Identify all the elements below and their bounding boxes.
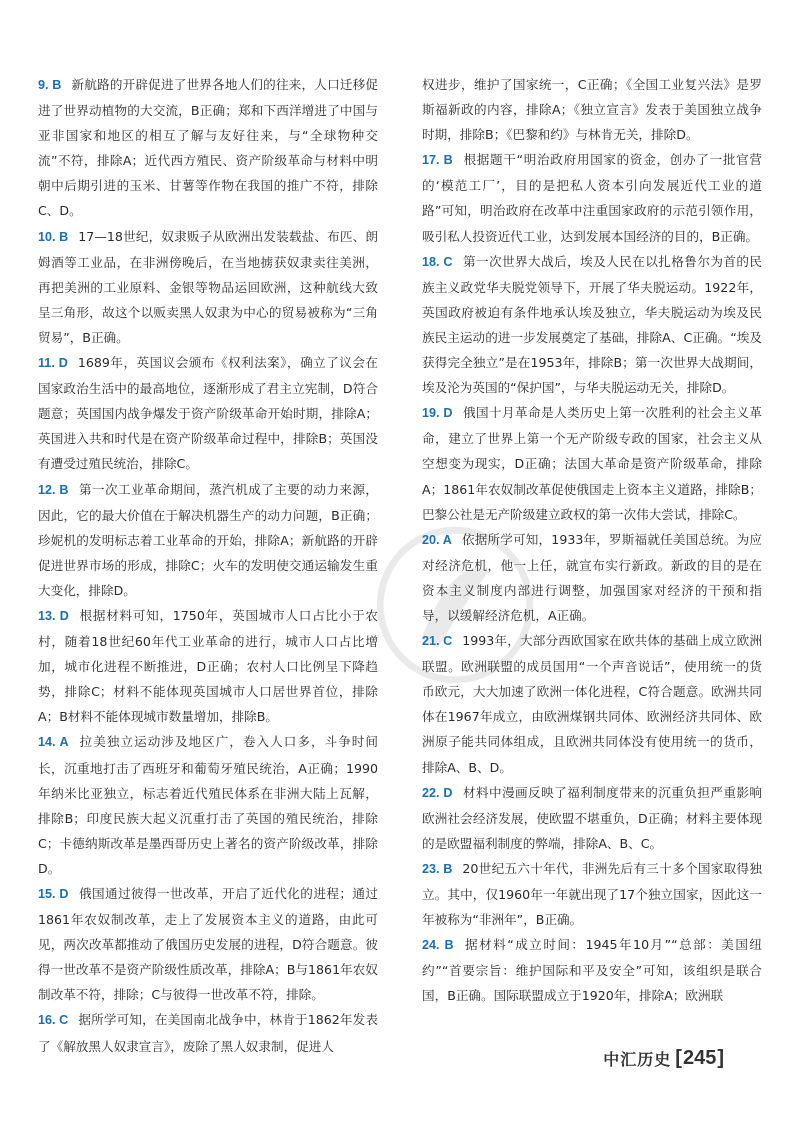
answer-explanation: 根据题干“明治政府用国家的资金，创办了一批官营的‘模范工厂’，目的是把私人资本引向发展近代工业的道路”可知，明治政府在改革中注重国家政府的示范引领作用，吸引私人投资近代工业，达到发展本国经济的目的，B正确。 <box>422 152 762 244</box>
answer-item-10 <box>38 224 378 350</box>
answer-number: 21. C <box>422 634 453 649</box>
answer-number: 13. D <box>38 608 69 623</box>
answer-item-11 <box>38 350 378 476</box>
answer-number: 20. A <box>422 532 452 547</box>
footer-series-title: 中汇历史 <box>603 1050 672 1069</box>
answer-number: 16. C <box>38 1013 69 1028</box>
answer-number: 18. C <box>422 254 453 269</box>
answer-item-13 <box>38 603 378 729</box>
answer-item-20 <box>422 527 762 628</box>
answer-explanation: 新航路的开辟促进了世界各地人们的往来，人口迁移促进了世界动植物的大交流，B正确；郑和下西洋增进了中国与亚非国家和地区的相互了解与友好往来，与“全球物种交流”不符，排除A；近代西方殖民、资产阶级革命与材料中明朝中后期引进的玉米、甘薯等作物在我国的推广不符，排除C、D。 <box>38 77 379 219</box>
answer-explanation: 1689年，英国议会颁布《权利法案》，确立了议会在国家政治生活中的最高地位，逐渐形成了君主立宪制，D符合题意；英国国内战争爆发于资产阶级革命开始时期，排除A；英国进入共和时代是在资产阶级革命过程中，排除B；英国没有遭受过殖民统治，排除C。 <box>38 355 378 472</box>
right-column <box>422 72 762 1008</box>
answer-number: 14. A <box>38 735 69 750</box>
answer-explanation: 俄国通过彼得一世改革，开启了近代化的进程；通过1861年农奴制改革，走上了发展资本主义的道路，由此可见，两次改革都推动了俄国历史发展的进程，D符合题意。彼得一世改革不是资产阶级性质改革，排除A；B与1861年农奴制改革不符，排除；C与彼得一世改革不符，排除。 <box>38 886 378 1003</box>
answer-item-15 <box>38 881 378 1007</box>
page-number: [ 245 ] <box>675 1047 724 1070</box>
answer-item-16 <box>38 1007 378 1058</box>
answer-explanation: 拉美独立运动涉及地区广，卷入人口多，斗争时间长，沉重地打击了西班牙和葡萄牙殖民统治，A正确；1990年纳米比亚独立，标志着近代殖民体系在非洲大陆上瓦解，排除B；印度民族大起义沉重打击了英国的殖民统治，排除C；卡德纳斯改革是墨西哥历史上著名的资产阶级改革，排除D。 <box>38 734 379 876</box>
answer-explanation: 1993年，大部分西欧国家在欧共体的基础上成立欧洲联盟。欧洲联盟的成员国用“一个声音说话”，使用统一的货币欧元，大大加速了欧洲一体化进程，C符合题意。欧洲共同体在1967年成立，由欧洲煤钢共同体、欧洲经济共同体、欧洲原子能共同体组成，且欧洲共同体没有使用统一的货币，排除A、B、D。 <box>422 633 762 775</box>
answer-number: 17. B <box>422 153 453 168</box>
answer-item-24 <box>422 932 762 1008</box>
answer-item-9 <box>38 72 378 224</box>
answer-explanation: 据材料“成立时间：1945年10月”“总部：美国纽约”“首要宗旨：维护国际和平及安全”可知，该组织是联合国，B正确。国际联盟成立于1920年，排除A；欧洲联 <box>422 937 762 1004</box>
answer-item-12 <box>38 477 378 603</box>
answer-item-18 <box>422 249 762 401</box>
answer-explanation: 20世纪五六十年代，非洲先后有三十多个国家取得独立。其中，仅1960年一年就出现了17个独立国家，因此这一年被称为“非洲年”，B正确。 <box>422 860 762 928</box>
answer-item-22 <box>422 780 762 856</box>
answer-explanation: 材料中漫画反映了福利制度带来的沉重负担严重影响欧洲社会经济发展，使欧盟不堪重负，D正确；材料主要体现的是欧盟福利制度的弊端，排除A、B、C。 <box>422 784 762 851</box>
page-footer <box>603 1047 724 1070</box>
answer-item-16-continued <box>422 72 762 147</box>
answer-explanation: 第一次工业革命期间，蒸汽机成了主要的动力来源，因此，它的最大价值在于解决机器生产的动力问题，B正确；珍妮机的发明标志着工业革命的开始，排除A；新航路的开辟促进世界市场的形成，排除C；火车的发明使交通运输发生重大变化，排除D。 <box>38 481 378 598</box>
answer-number: 11. D <box>38 356 68 371</box>
answer-number: 10. B <box>38 229 69 244</box>
answer-explanation: 依据所学可知，1933年，罗斯福就任美国总统。为应对经济危机，他一上任，就宣布实行新政。新政的目的是在资本主义制度内部进行调整，加强国家对经济的干预和指导，以缓解经济危机，A正确。 <box>422 531 762 623</box>
answer-explanation: 俄国十月革命是人类历史上第一次胜利的社会主义革命，建立了世界上第一个无产阶级专政的国家，社会主义从空想变为现实，D正确；法国大革命是资产阶级革命，排除A；1861年农奴制改革促使俄国走上资本主义道路，排除B；巴黎公社是无产阶级建立政权的第一次伟大尝试，排除C。 <box>422 405 762 522</box>
answer-number: 19. D <box>422 406 453 421</box>
answer-number: 24. B <box>422 938 454 953</box>
answer-explanation: 据所学可知，在美国南北战争中，林肯于1862年发表了《解放黑人奴隶宣言》，废除了黑人奴隶制，促进人 <box>38 1012 378 1054</box>
answer-number: 12. B <box>38 482 69 497</box>
answer-explanation: 第一次世界大战后，埃及人民在以扎格鲁尔为首的民族主义政党华夫脱党领导下，开展了华夫脱运动。1922年，英国政府被迫有条件地承认埃及独立，华夫脱运动为埃及民族民主运动的进一步发展奠定了基础，排除A、C正确。“埃及获得完全独立”是在1953年，排除B；第一次世界大战期间，埃及沦为英国的“保护国”，与华夫脱运动无关，排除D。 <box>422 253 762 396</box>
answer-number: 22. D <box>422 785 453 800</box>
answer-item-19 <box>422 400 762 526</box>
answer-explanation: 权进步，维护了国家统一，C正确；《全国工业复兴法》是罗斯福新政的内容，排除A；《独立宣言》发表于美国独立战争时期，排除B；《巴黎和约》与林肯无关，排除D。 <box>422 77 762 143</box>
answer-item-23 <box>422 856 762 932</box>
answer-number: 15. D <box>38 887 69 901</box>
answer-item-14 <box>38 729 378 881</box>
answer-explanation: 17—18世纪，奴隶贩子从欧洲出发装载盐、布匹、朗姆酒等工业品，在非洲傍晚后，在当地掳获奴隶卖往美洲，再把美洲的工业原料、金银等物品运回欧洲，这种航线大致呈三角形，故这个以贩卖黑人奴隶为中心的贸易被称为“三角贸易”，B正确。 <box>38 228 378 345</box>
answer-item-21 <box>422 628 762 780</box>
answer-number: 9. B <box>38 78 62 92</box>
answer-number: 23. B <box>422 861 453 876</box>
answer-explanation: 根据材料可知，1750年，英国城市人口占比小于农村，随着18世纪60年代工业革命的进行，城市人口占比增加，城市化进程不断推进，D正确；农村人口比例呈下降趋势，排除C；材料不能体现英国城市人口居世界首位，排除A；B材料不能体现城市数量增加，排除B。 <box>38 607 378 725</box>
left-column <box>38 72 378 1059</box>
answer-item-17 <box>422 147 762 248</box>
